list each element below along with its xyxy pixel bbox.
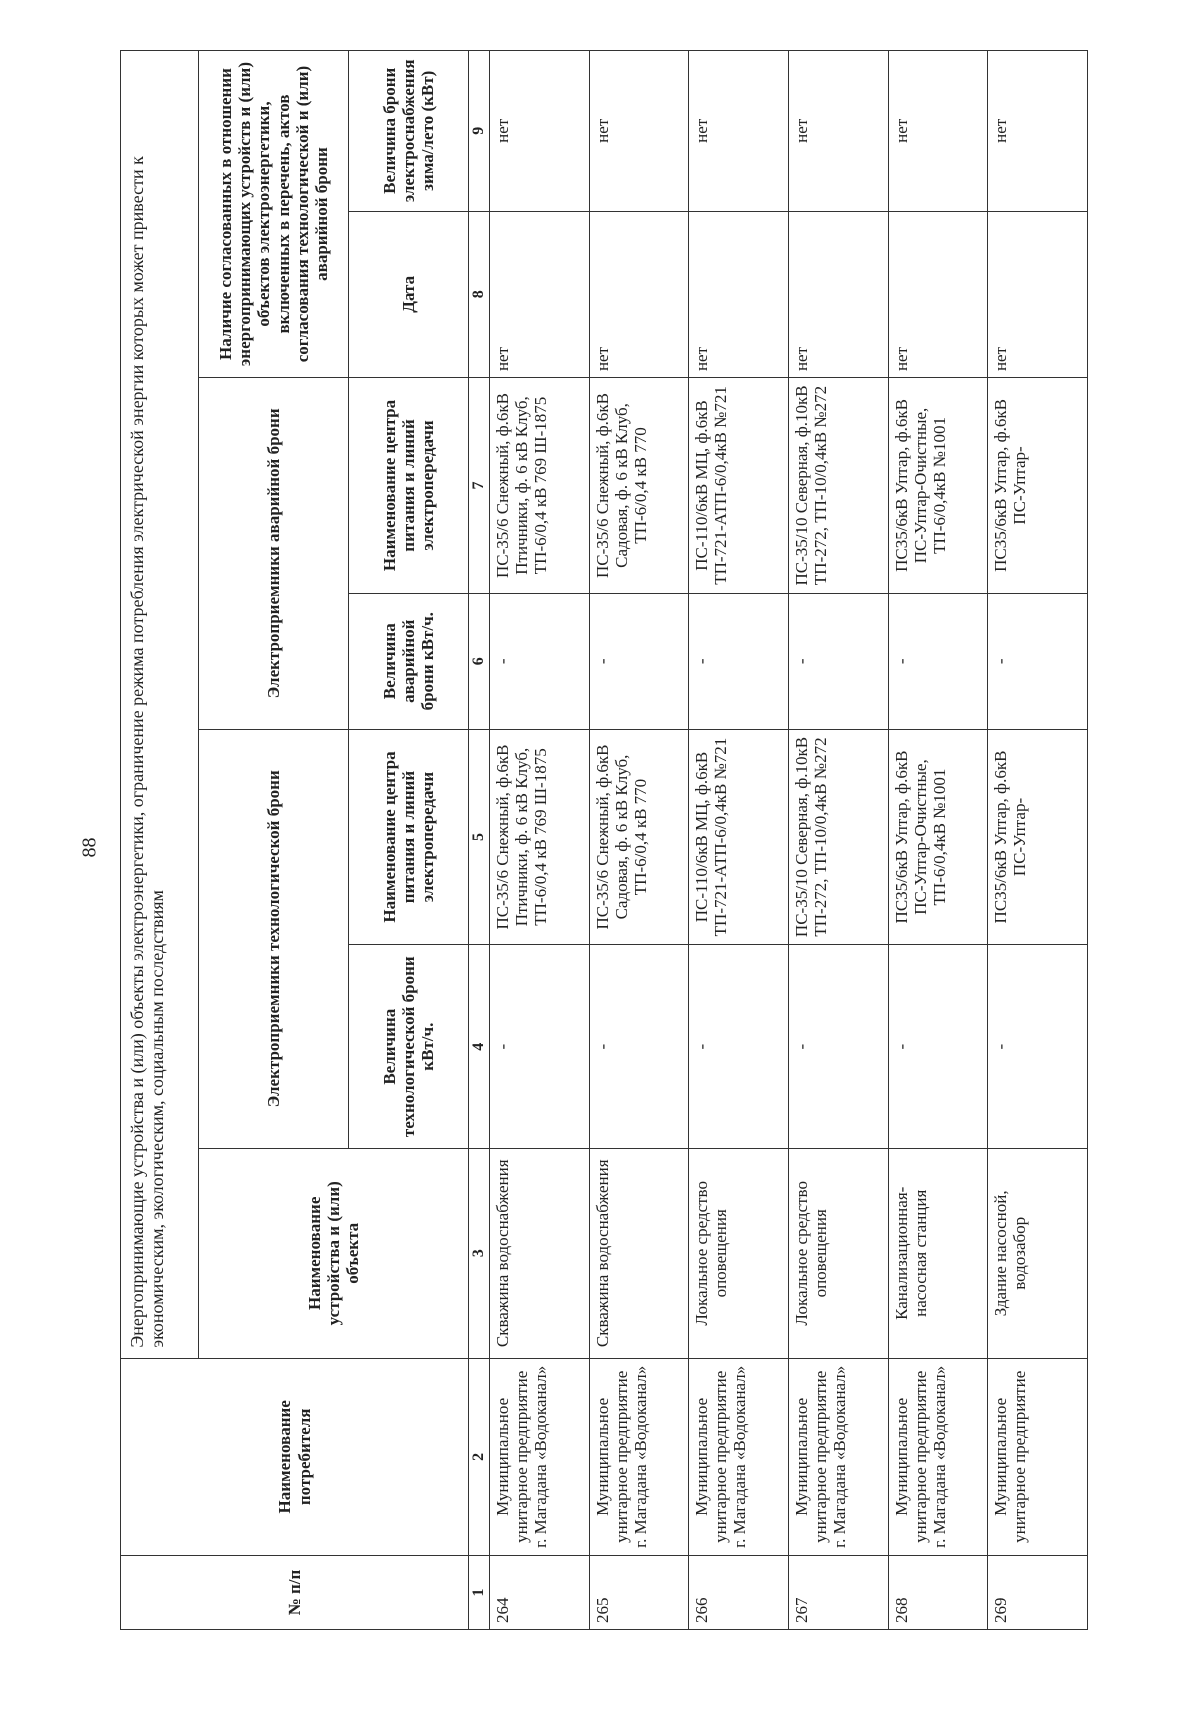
column-numbers-row bbox=[469, 51, 490, 1630]
cell-reserve: нет bbox=[988, 51, 1088, 212]
cell-tech-center: ПС35/6кВ Уптар, ф.6кВ ПС-Уптар- bbox=[988, 729, 1088, 945]
cell-emerg-value: - bbox=[888, 593, 988, 729]
cell-date: нет bbox=[988, 211, 1088, 378]
cell-emerg-value: - bbox=[489, 593, 589, 729]
cell-tech-center: ПС-35/6 Снежный, ф.6кВ Птичники, ф. 6 кВ Клуб, ТП-6/0,4 кВ 769 Ш-1875 bbox=[489, 729, 589, 945]
cell-emerg-center: ПС35/6кВ Уптар, ф.6кВ ПС-Уптар- bbox=[988, 378, 1088, 594]
header-tech-center: Наименование центра питания и линий электропередачи bbox=[349, 729, 469, 945]
header-consumer: Наименование потребителя bbox=[121, 1358, 469, 1555]
cell-tech-center: ПС-35/10 Северная, ф.10кВ ТП-272, ТП-10/0,4кВ №272 bbox=[788, 729, 888, 945]
cell-reserve: нет bbox=[788, 51, 888, 212]
header-date: Дата bbox=[349, 211, 469, 378]
cell-emerg-center: ПС35/6кВ Уптар, ф.6кВ ПС-Уптар-Очистные, ТП-6/0,4кВ №1001 bbox=[888, 378, 988, 594]
cell-emerg-center: ПС-35/10 Северная, ф.10кВ ТП-272, ТП-10/0,4кВ №272 bbox=[788, 378, 888, 594]
cell-emerg-center: ПС-35/6 Снежный, ф.6кВ Садовая, ф. 6 кВ Клуб, ТП-6/0,4 кВ 770 bbox=[589, 378, 689, 594]
header-group-acts: Наличие согласованных в отношении энергопринимающих устройств и (или) объектов электроэнергетики, включенных в перечень, актов согласования технологической и (или) аварийной брони bbox=[199, 51, 349, 378]
header-reserve: Величина брони электроснабжения зима/лето (кВт) bbox=[349, 51, 469, 212]
header-emerg-center: Наименование центра питания и линий электропередачи bbox=[349, 378, 469, 594]
page-number: 88 bbox=[78, 837, 101, 858]
cell-number: 265 bbox=[589, 1556, 689, 1630]
cell-device: Локальное средство оповещения bbox=[689, 1148, 789, 1358]
cell-reserve: нет bbox=[489, 51, 589, 212]
cell-consumer: Муниципальное унитарное предприятие г. Магадана «Водоканал» bbox=[489, 1358, 589, 1555]
cell-tech-value: - bbox=[888, 945, 988, 1149]
cell-reserve: нет bbox=[589, 51, 689, 212]
column-number: 4 bbox=[469, 945, 490, 1149]
table-row bbox=[988, 51, 1088, 1630]
cell-tech-center: ПС-110/6кВ МЦ, ф.6кВ ТП-721-АТП-6/0,4кВ №721 bbox=[689, 729, 789, 945]
rotated-table-container bbox=[120, 50, 1088, 1630]
cell-device: Здание насосной, водозабор bbox=[988, 1148, 1088, 1358]
header-tech-value: Величина технологической брони кВт/ч. bbox=[349, 945, 469, 1149]
cell-device: Скважина водоснабжения bbox=[589, 1148, 689, 1358]
cell-tech-value: - bbox=[589, 945, 689, 1149]
table-row bbox=[888, 51, 988, 1630]
reserve-table bbox=[120, 50, 1088, 1630]
header-device: Наименование устройства и (или) объекта bbox=[199, 1148, 469, 1358]
cell-consumer: Муниципальное унитарное предприятие г. Магадана «Водоканал» bbox=[788, 1358, 888, 1555]
table-row bbox=[489, 51, 589, 1630]
cell-tech-center: ПС-35/6 Снежный, ф.6кВ Садовая, ф. 6 кВ Клуб, ТП-6/0,4 кВ 770 bbox=[589, 729, 689, 945]
cell-number: 269 bbox=[988, 1556, 1088, 1630]
table-row bbox=[589, 51, 689, 1630]
cell-number: 266 bbox=[689, 1556, 789, 1630]
cell-date: нет bbox=[689, 211, 789, 378]
cell-number: 268 bbox=[888, 1556, 988, 1630]
cell-device: Локальное средство оповещения bbox=[788, 1148, 888, 1358]
cell-date: нет bbox=[489, 211, 589, 378]
cell-device: Скважина водоснабжения bbox=[489, 1148, 589, 1358]
cell-reserve: нет bbox=[888, 51, 988, 212]
column-number: 7 bbox=[469, 378, 490, 594]
cell-tech-value: - bbox=[489, 945, 589, 1149]
column-number: 6 bbox=[469, 593, 490, 729]
cell-emerg-center: ПС-110/6кВ МЦ, ф.6кВ ТП-721-АТП-6/0,4кВ №721 bbox=[689, 378, 789, 594]
header-group-tech: Электроприемники технологической брони bbox=[199, 729, 349, 1148]
cell-tech-value: - bbox=[988, 945, 1088, 1149]
column-number: 9 bbox=[469, 51, 490, 212]
column-number: 1 bbox=[469, 1556, 490, 1630]
cell-tech-center: ПС35/6кВ Уптар, ф.6кВ ПС-Уптар-Очистные, ТП-6/0,4кВ №1001 bbox=[888, 729, 988, 945]
column-number: 5 bbox=[469, 729, 490, 945]
cell-date: нет bbox=[589, 211, 689, 378]
cell-emerg-value: - bbox=[788, 593, 888, 729]
cell-consumer: Муниципальное унитарное предприятие г. Магадана «Водоканал» bbox=[888, 1358, 988, 1555]
cell-reserve: нет bbox=[689, 51, 789, 212]
cell-tech-value: - bbox=[689, 945, 789, 1149]
column-number: 2 bbox=[469, 1358, 490, 1555]
cell-consumer: Муниципальное унитарное предприятие г. Магадана «Водоканал» bbox=[689, 1358, 789, 1555]
cell-consumer: Муниципальное унитарное предприятие г. Магадана «Водоканал» bbox=[589, 1358, 689, 1555]
table-row bbox=[788, 51, 888, 1630]
header-main: Энергопринимающие устройства и (или) объекты электроэнергетики, ограничение режима потребления электрической энергии которых может привести к экономическим, экологическим, социальным последствиям bbox=[121, 51, 199, 1359]
cell-date: нет bbox=[788, 211, 888, 378]
header-group-emerg: Электроприемники аварийной брони bbox=[199, 378, 349, 730]
cell-number: 264 bbox=[489, 1556, 589, 1630]
column-number: 3 bbox=[469, 1148, 490, 1358]
cell-consumer: Муниципальное унитарное предприятие bbox=[988, 1358, 1088, 1555]
column-number: 8 bbox=[469, 211, 490, 378]
cell-emerg-value: - bbox=[689, 593, 789, 729]
cell-emerg-value: - bbox=[988, 593, 1088, 729]
cell-device: Канализационная-насосная станция bbox=[888, 1148, 988, 1358]
cell-tech-value: - bbox=[788, 945, 888, 1149]
cell-date: нет bbox=[888, 211, 988, 378]
cell-emerg-center: ПС-35/6 Снежный, ф.6кВ Птичники, ф. 6 кВ Клуб, ТП-6/0,4 кВ 769 Ш-1875 bbox=[489, 378, 589, 594]
cell-emerg-value: - bbox=[589, 593, 689, 729]
table-row bbox=[689, 51, 789, 1630]
header-number: № п/п bbox=[121, 1556, 469, 1630]
header-emerg-value: Величина аварийной брони кВт/ч. bbox=[349, 593, 469, 729]
cell-number: 267 bbox=[788, 1556, 888, 1630]
